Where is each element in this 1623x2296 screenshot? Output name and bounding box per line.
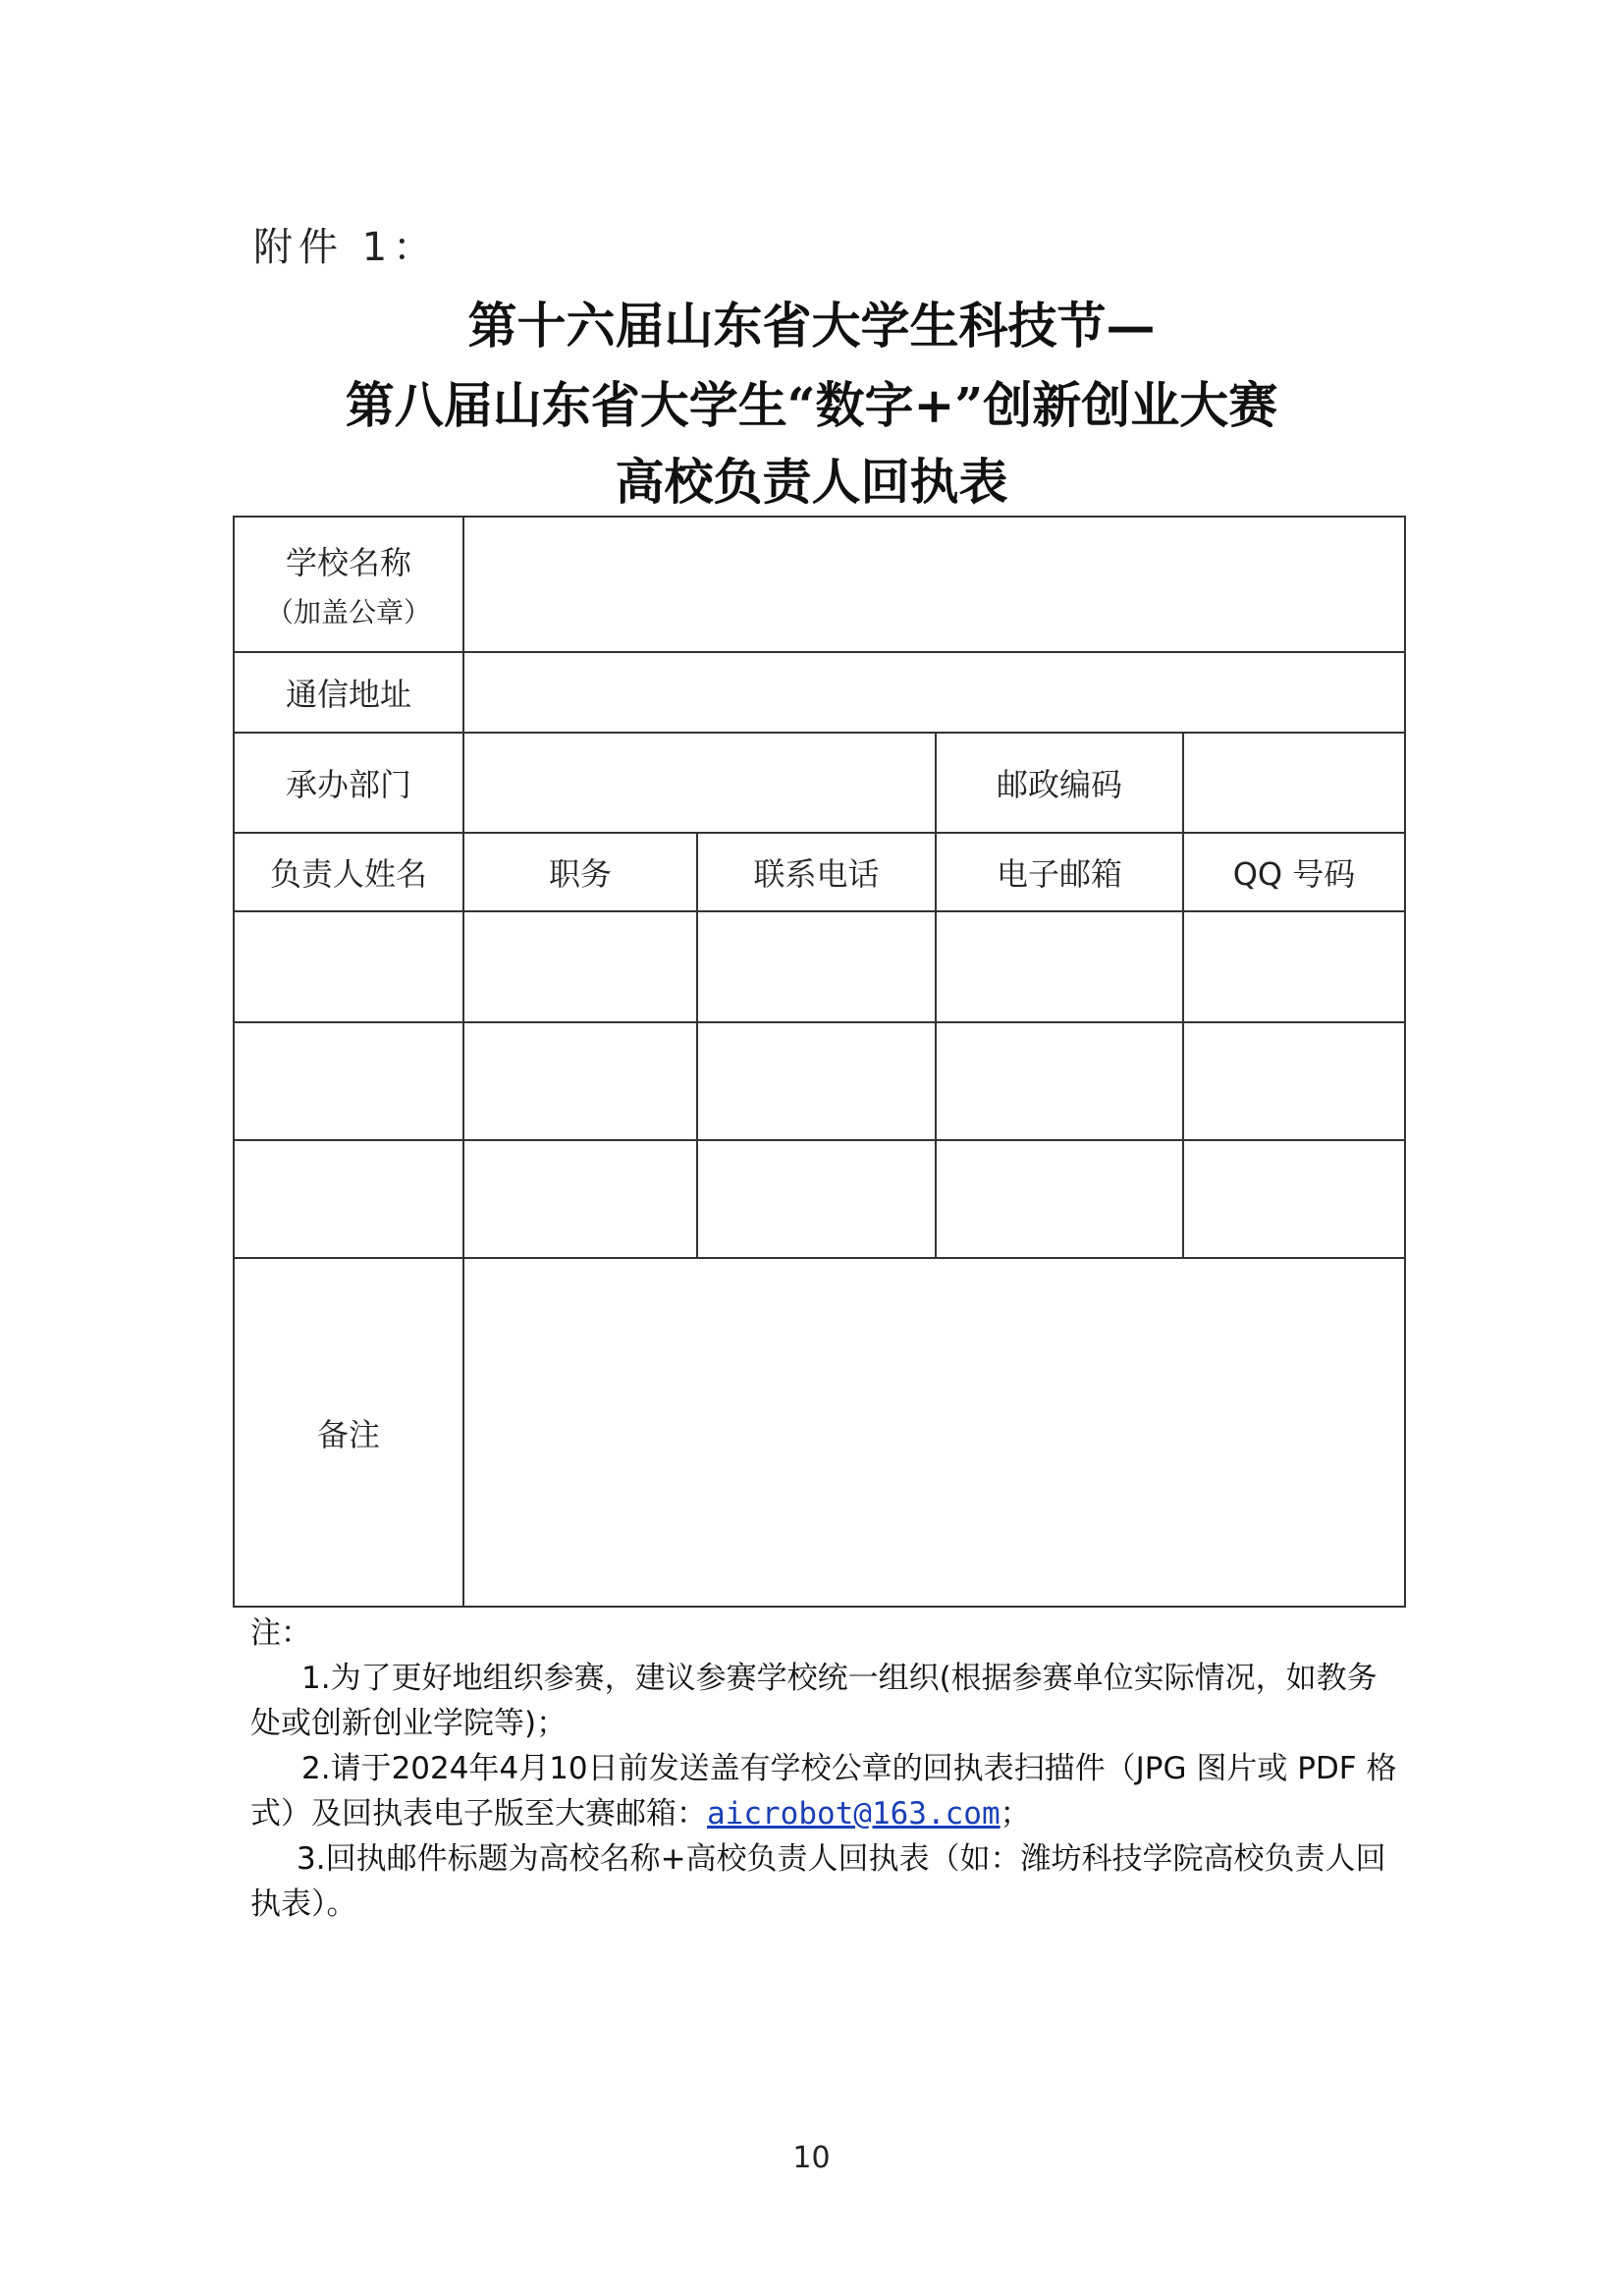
postcode-label: 邮政编码 (936, 733, 1183, 833)
position-field[interactable] (463, 1140, 697, 1258)
contact-name-field[interactable] (234, 1022, 463, 1140)
page-number: 10 (792, 2141, 831, 2175)
notes-heading: 注： (250, 1615, 311, 1651)
remarks-field[interactable] (463, 1258, 1405, 1607)
qq-field[interactable] (1183, 1022, 1405, 1140)
contact-name-field[interactable] (234, 911, 463, 1022)
note-item-2 (250, 1746, 1404, 1836)
table-row (234, 1140, 1405, 1258)
title-line-2: 第八届山东省大学生“数字+”创新创业大赛 (345, 376, 1278, 434)
title-line-3: 高校负责人回执表 (615, 453, 1008, 511)
qq-field[interactable] (1183, 911, 1405, 1022)
table-row (234, 1022, 1405, 1140)
department-field[interactable] (463, 733, 936, 833)
phone-field[interactable] (697, 911, 936, 1022)
postcode-field[interactable] (1183, 733, 1405, 833)
address-field[interactable] (463, 652, 1405, 733)
department-label: 承办部门 (234, 733, 463, 833)
email-field[interactable] (936, 911, 1183, 1022)
school-name-sub-label: （加盖公章） (265, 596, 431, 629)
phone-field[interactable] (697, 1140, 936, 1258)
note-item-2-text: 2.请于2024年4月10日前发送盖有学校公章的回执表扫描件（JPG 图片或 PDF 格式）及回执表电子版至大赛邮箱： (250, 1751, 1397, 1831)
school-name-label: 学校名称 (285, 544, 411, 581)
email-field[interactable] (936, 1140, 1183, 1258)
header-position: 职务 (463, 833, 697, 911)
position-field[interactable] (463, 911, 697, 1022)
qq-field[interactable] (1183, 1140, 1405, 1258)
notes-section (250, 1611, 1404, 1927)
email-field[interactable] (936, 1022, 1183, 1140)
receipt-form-table (233, 516, 1406, 1608)
position-field[interactable] (463, 1022, 697, 1140)
note-item-2-end: ； (1000, 1796, 1031, 1831)
remarks-label: 备注 (234, 1258, 463, 1607)
header-contact-name: 负责人姓名 (234, 833, 463, 911)
header-qq: QQ 号码 (1183, 833, 1405, 911)
header-phone: 联系电话 (697, 833, 936, 911)
note-item-1: 1.为了更好地组织参赛，建议参赛学校统一组织(根据参赛单位实际情况，如教务处或创新创业学院等)； (250, 1661, 1378, 1741)
contact-name-field[interactable] (234, 1140, 463, 1258)
attachment-label: 附件 1： (253, 225, 439, 270)
title-line-1: 第十六届山东省大学生科技节— (467, 297, 1156, 355)
contest-email-link[interactable]: aicrobot@163.com (707, 1796, 1001, 1831)
address-label: 通信地址 (234, 652, 463, 733)
school-name-label-cell (234, 517, 463, 652)
school-name-field[interactable] (463, 517, 1405, 652)
phone-field[interactable] (697, 1022, 936, 1140)
header-email: 电子邮箱 (936, 833, 1183, 911)
table-row (234, 911, 1405, 1022)
note-item-3: 3.回执邮件标题为高校名称+高校负责人回执表（如：潍坊科技学院高校负责人回执表）。 (250, 1841, 1386, 1922)
